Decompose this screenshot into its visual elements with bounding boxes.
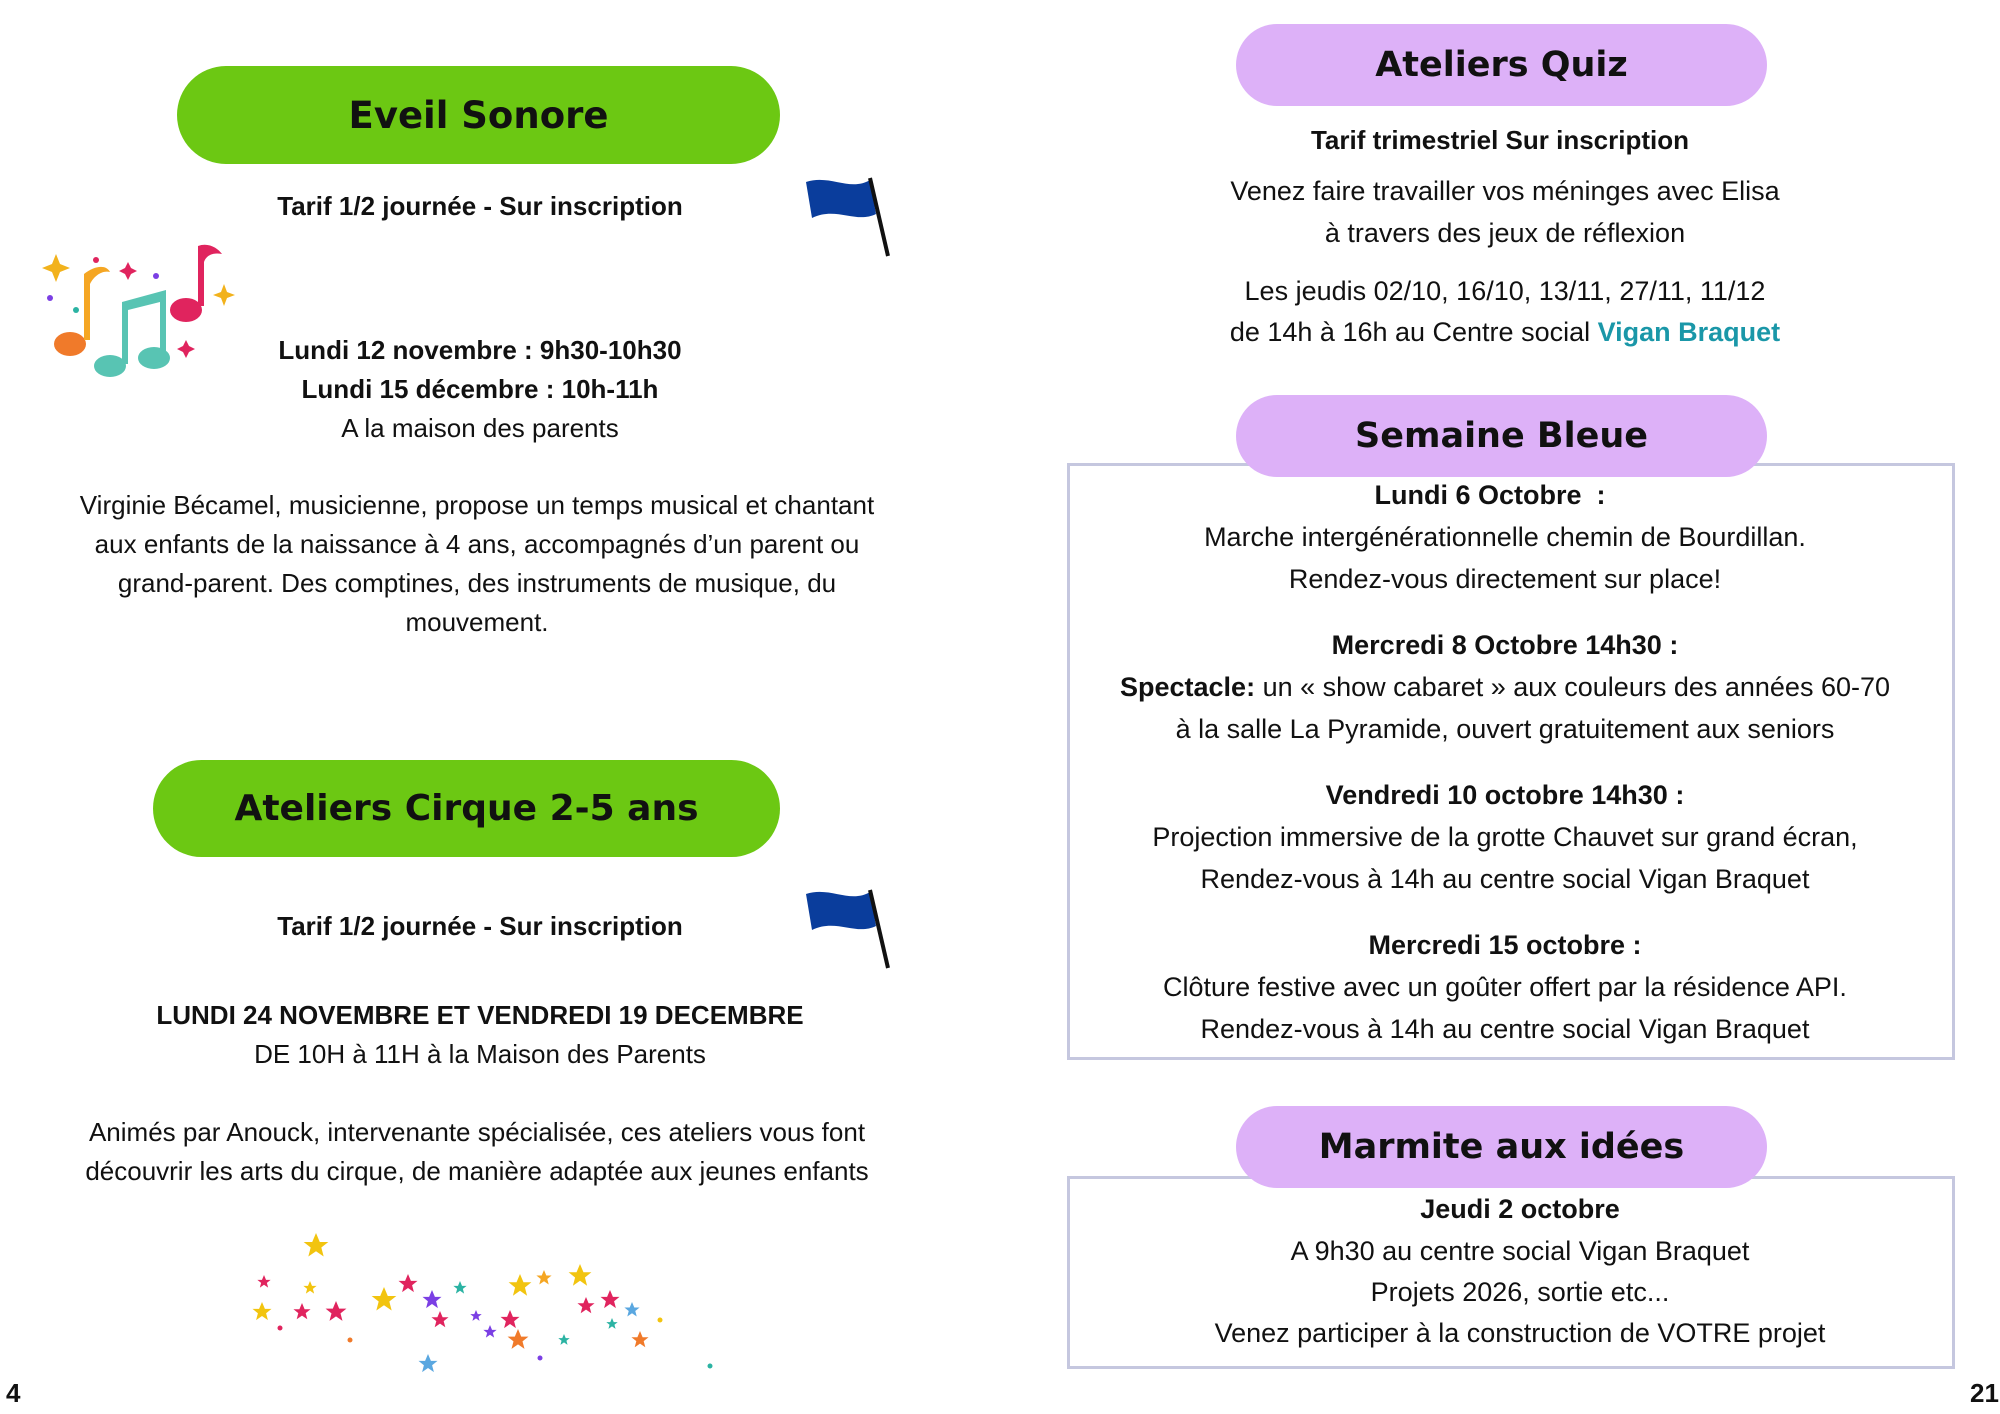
semaine-event-1-heading: Lundi 6 Octobre : <box>1374 480 1606 510</box>
semaine-title: Semaine Bleue <box>1355 416 1648 456</box>
quiz-title-pill <box>1236 24 1767 106</box>
flag-icon <box>800 886 892 970</box>
eveil-tarif: Tarif 1/2 journée - Sur inscription <box>277 191 683 221</box>
page-number-left: 4 <box>6 1378 21 1408</box>
cirque-title: Ateliers Cirque 2-5 ans <box>234 788 699 829</box>
quiz-location <box>1170 311 1840 353</box>
semaine-event-2-text: un « show cabaret » aux couleurs des années 60-70 <box>1255 672 1890 702</box>
semaine-event-1-line-1: Marche intergénérationnelle chemin de Bourdillan. <box>1204 522 1806 552</box>
semaine-event-4-line-2: Rendez-vous à 14h au centre social Vigan Braquet <box>1200 1014 1810 1044</box>
eveil-title-pill <box>177 66 780 164</box>
cirque-tarif: Tarif 1/2 journée - Sur inscription <box>277 911 683 941</box>
semaine-event-3-heading: Vendredi 10 octobre 14h30 : <box>1325 780 1685 810</box>
eveil-location: A la maison des parents <box>341 413 619 443</box>
flag-icon <box>800 174 892 258</box>
semaine-event-4-heading: Mercredi 15 octobre : <box>1368 930 1642 960</box>
stars-icon <box>240 1228 720 1376</box>
semaine-event-2-line-2: à la salle La Pyramide, ouvert gratuitement aux seniors <box>1175 714 1835 744</box>
semaine-title-pill <box>1236 395 1767 477</box>
cirque-description: Animés par Anouck, intervenante spécialisée, ces ateliers vous font découvrir les arts du cirque, de manière adaptée aux jeunes enfants <box>85 1117 869 1186</box>
quiz-dates: Les jeudis 02/10, 16/10, 13/11, 27/11, 11/12 <box>1244 276 1766 306</box>
semaine-event-1-line-2: Rendez-vous directement sur place! <box>1288 564 1722 594</box>
eveil-date-2: Lundi 15 décembre : 10h-11h <box>301 374 659 404</box>
eveil-date-1: Lundi 12 novembre : 9h30-10h30 <box>278 335 682 365</box>
semaine-event-3-line-1: Projection immersive de la grotte Chauvet sur grand écran, <box>1152 822 1858 852</box>
quiz-title: Ateliers Quiz <box>1375 45 1628 85</box>
quiz-description: Venez faire travailler vos méninges avec Elisa à travers des jeux de réflexion <box>1230 176 1780 248</box>
marmite-title: Marmite aux idées <box>1318 1127 1685 1167</box>
cirque-dates: LUNDI 24 NOVEMBRE ET VENDREDI 19 DECEMBRE <box>156 1000 804 1030</box>
cirque-title-pill <box>153 760 780 857</box>
semaine-event-2-label: Spectacle: <box>1120 672 1256 702</box>
marmite-line-3: Venez participer à la construction de VOTRE projet <box>1214 1318 1826 1348</box>
semaine-event-2-line-1 <box>1080 666 1930 708</box>
cirque-schedule: DE 10H à 11H à la Maison des Parents <box>254 1039 706 1069</box>
marmite-line-2: Projets 2026, sortie etc... <box>1370 1277 1670 1307</box>
marmite-line-1: A 9h30 au centre social Vigan Braquet <box>1290 1236 1750 1266</box>
semaine-event-2-heading: Mercredi 8 Octobre 14h30 : <box>1331 630 1679 660</box>
eveil-description: Virginie Bécamel, musicienne, propose un temps musical et chantant aux enfants de la naissance à 4 ans, accompagnés d’un parent ou grand-parent. Des comptines, des instruments de musique, du mouvement. <box>79 490 875 637</box>
quiz-location-highlight: Vigan Braquet <box>1597 317 1781 347</box>
page-number-right: 21 <box>1970 1378 1999 1408</box>
quiz-location-text: de 14h à 16h au Centre social <box>1229 317 1598 347</box>
quiz-tarif: Tarif trimestriel Sur inscription <box>1310 125 1690 155</box>
marmite-date: Jeudi 2 octobre <box>1420 1194 1620 1224</box>
semaine-event-4-line-1: Clôture festive avec un goûter offert par la résidence API. <box>1163 972 1847 1002</box>
marmite-title-pill <box>1236 1106 1767 1188</box>
semaine-event-3-line-2: Rendez-vous à 14h au centre social Vigan Braquet <box>1200 864 1810 894</box>
eveil-title: Eveil Sonore <box>348 93 609 137</box>
